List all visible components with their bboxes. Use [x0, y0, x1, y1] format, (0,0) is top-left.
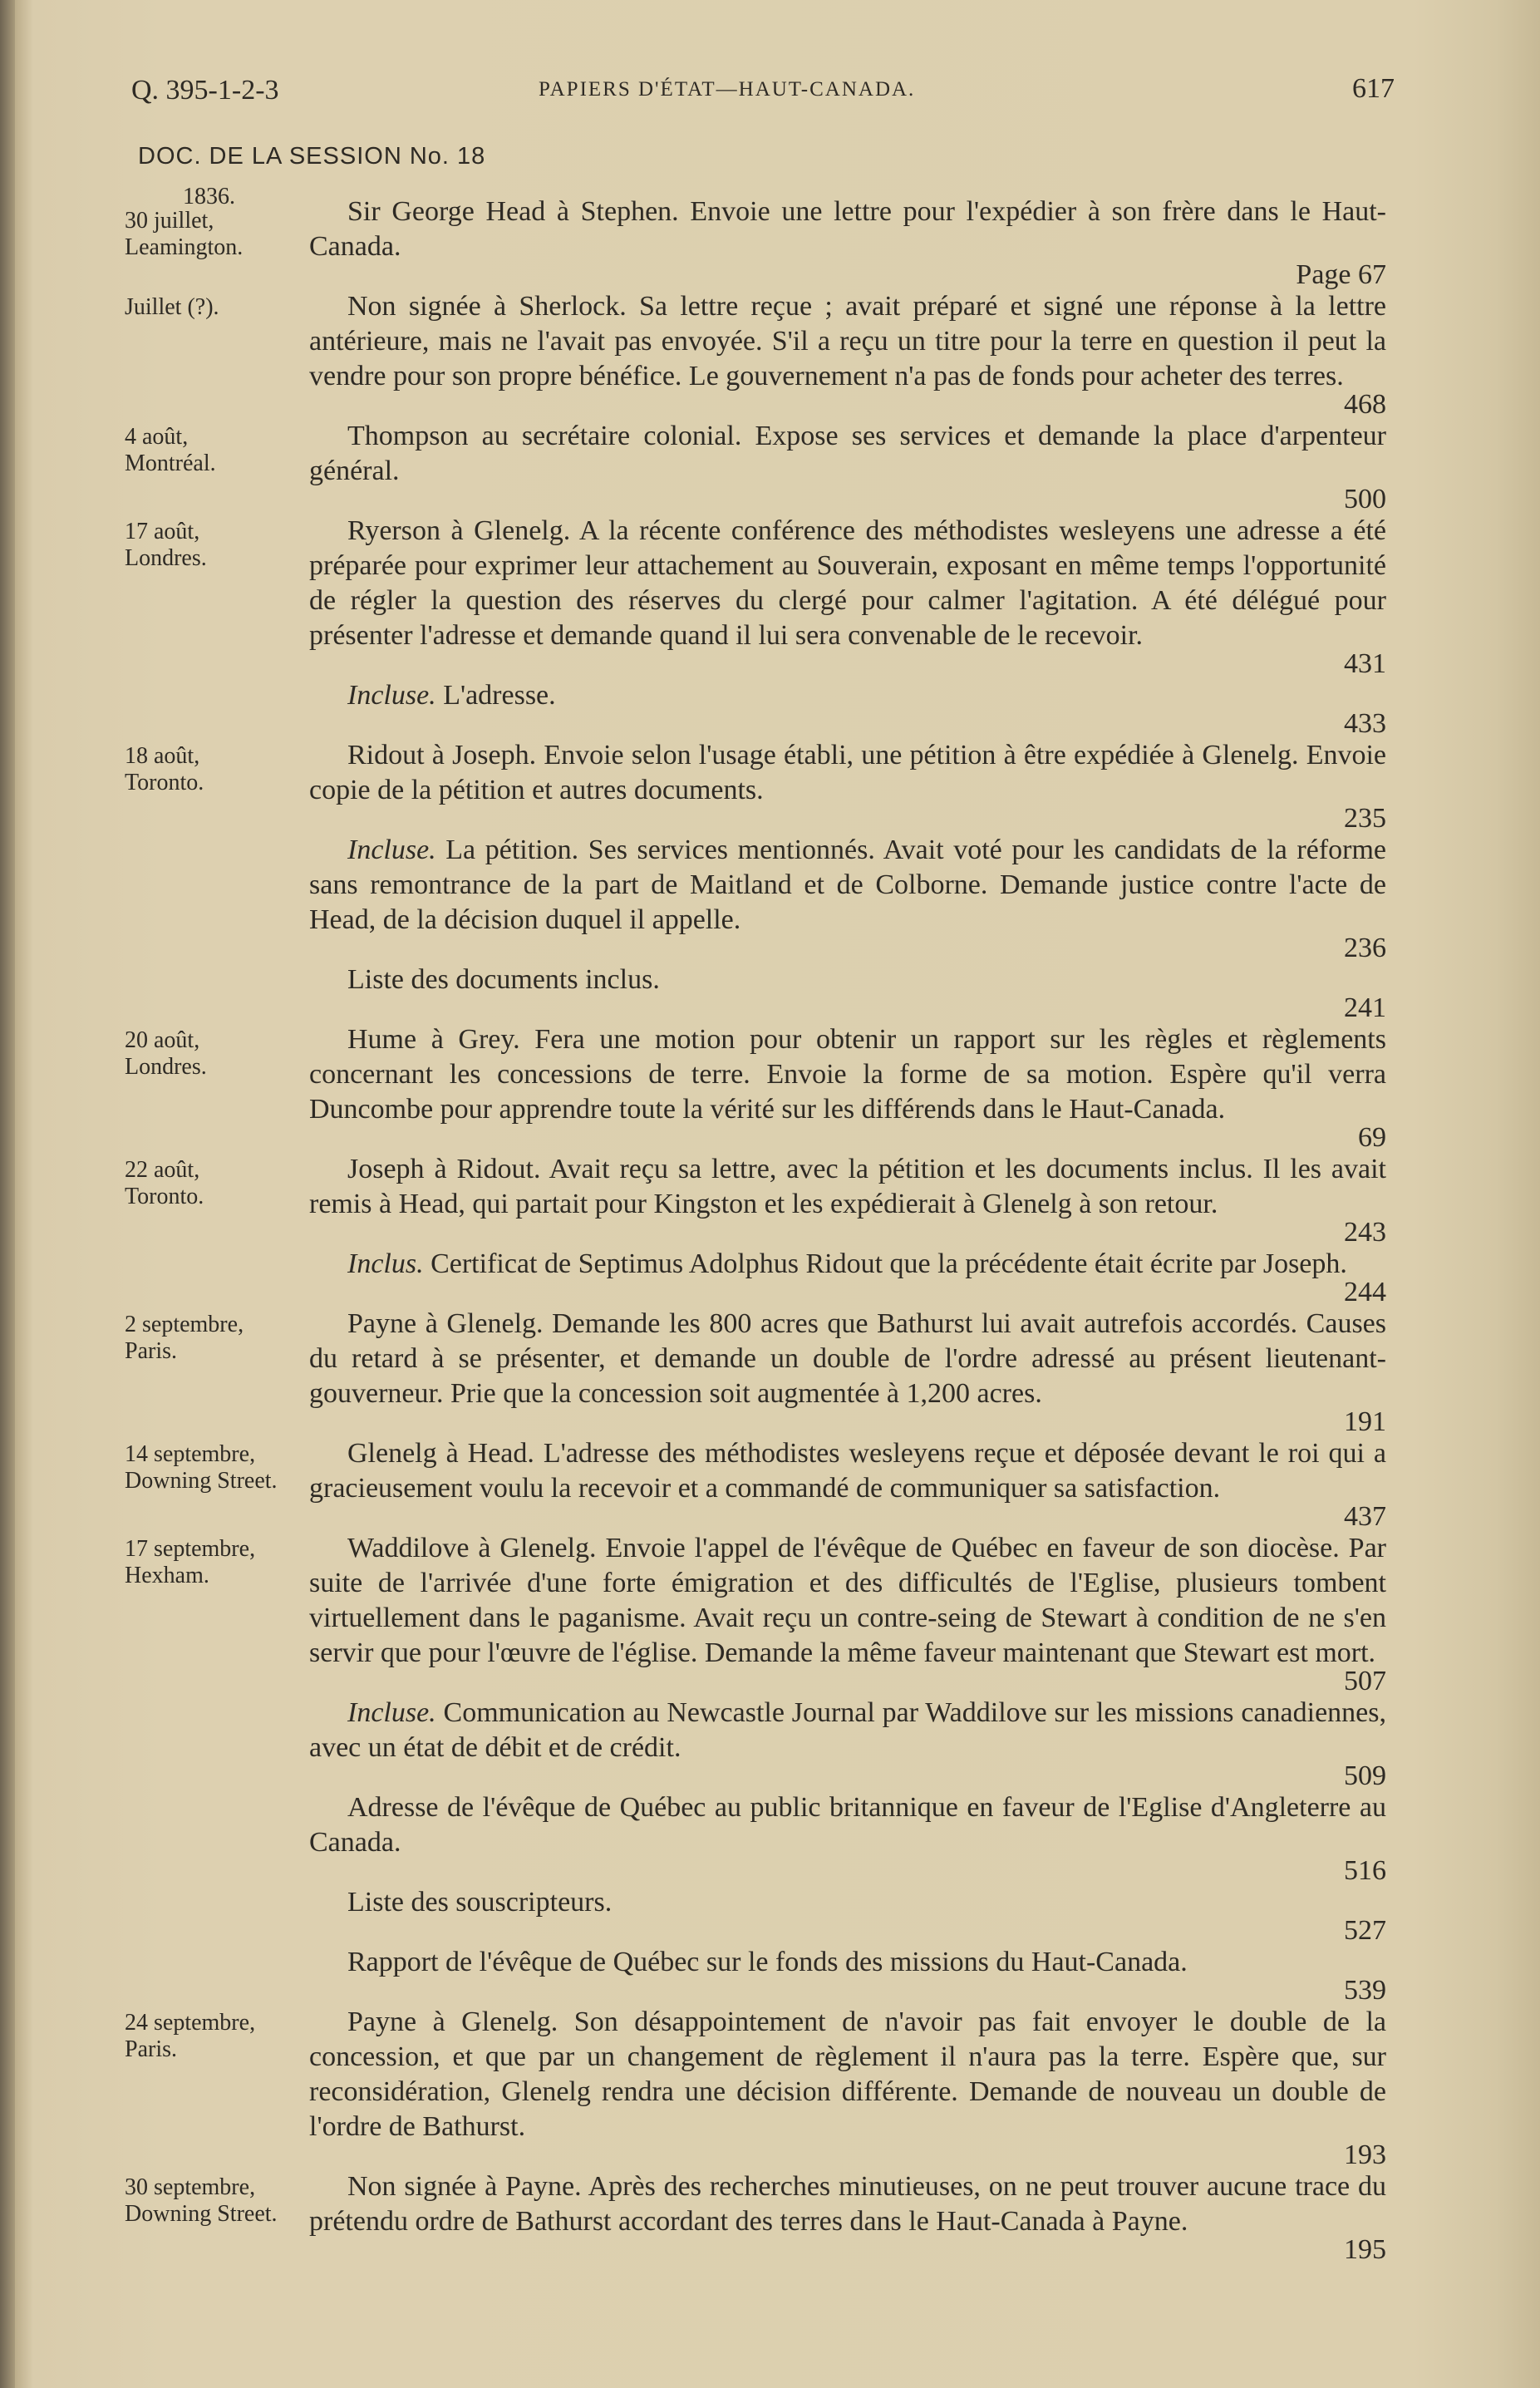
page-binding-shadow [0, 0, 15, 2388]
entry-body [309, 1307, 1386, 1436]
entry-date: 4 août, [125, 424, 189, 450]
folio-reference: 433 [1344, 708, 1386, 739]
entry-place: Downing Street. [125, 1468, 278, 1494]
calendar-entry [125, 419, 1388, 514]
entry-paragraph [309, 2169, 1386, 2264]
entry-place: Paris. [125, 1338, 177, 1364]
entry-date: 22 août, [125, 1157, 200, 1183]
entry-date: 14 septembre, [125, 1441, 256, 1467]
calendar-entry [125, 1531, 1388, 2005]
folio-reference: 241 [1344, 992, 1386, 1023]
calendar-entry [125, 738, 1388, 1022]
entry-paragraph [309, 514, 1386, 678]
calendar-entry [125, 289, 1388, 419]
folio-reference: 468 [1344, 389, 1386, 420]
entry-date-place [125, 186, 291, 261]
entry-paragraph [309, 1885, 1386, 1945]
entry-date-place [125, 1312, 291, 1365]
folio-reference: 437 [1344, 1501, 1386, 1532]
folio-reference: 235 [1344, 803, 1386, 834]
entry-paragraph [309, 963, 1386, 1022]
folio-reference: 527 [1344, 1915, 1386, 1946]
enclosure-label: Incluse. [347, 1697, 436, 1728]
folio-reference: 243 [1344, 1217, 1386, 1248]
entry-date: 30 septembre, [125, 2174, 256, 2200]
entry-text: Certificat de Septimus Adolphus Ridout que la précédente était écrite par Joseph. [431, 1248, 1347, 1279]
entry-body [309, 289, 1386, 419]
folio-reference: 516 [1344, 1855, 1386, 1886]
entry-date: 18 août, [125, 743, 200, 769]
session-label: DOC. DE LA SESSION No. 18 [138, 143, 486, 170]
calendar-entry [125, 2005, 1388, 2169]
entry-text: Payne à Glenelg. Son désappointement de n'avoir pas fait envoyer le double de la concession, et que par un changement de règlement il n'aura pas la terre. Espère que, sur reconsidération, Glenelg rendra une décision différente. Demande de nouveau un double de l'ordre de Bathurst. [309, 2006, 1386, 2142]
folio-reference: 500 [1344, 484, 1386, 515]
folio-reference: 191 [1344, 1406, 1386, 1437]
entry-paragraph [309, 1531, 1386, 1696]
entry-paragraph [309, 738, 1386, 833]
entry-paragraph [309, 678, 1386, 738]
entry-body [309, 181, 1386, 289]
entry-paragraph [309, 1247, 1386, 1307]
entry-date: Juillet (?). [125, 294, 219, 320]
entry-date-place [125, 519, 291, 572]
folio-reference: 195 [1344, 2234, 1386, 2265]
entry-text: Ridout à Joseph. Envoie selon l'usage établi, une pétition à être expédiée à Glenelg. Envoie copie de la pétition et autres documents. [309, 740, 1386, 805]
entry-body [309, 2169, 1386, 2264]
entry-place: Downing Street. [125, 2201, 278, 2227]
folio-reference: 244 [1344, 1277, 1386, 1307]
entry-paragraph [309, 194, 1386, 289]
entry-date: 2 septembre, [125, 1312, 244, 1337]
entry-paragraph [309, 1790, 1386, 1885]
entry-date-place [125, 1027, 291, 1081]
entry-paragraph [309, 1436, 1386, 1531]
entry-body [309, 419, 1386, 514]
entry-place: Hexham. [125, 1563, 209, 1588]
folio-reference: 539 [1344, 1975, 1386, 2006]
entry-date: 20 août, [125, 1027, 200, 1053]
entry-place: Londres. [125, 1054, 207, 1080]
entry-paragraph [309, 1945, 1386, 2005]
entry-text: Payne à Glenelg. Demande les 800 acres que Bathurst lui avait autrefois accordés. Causes du retard à se présenter, et demande un double de l'ordre adressé au présent lieutenant-gouverneur. Prie que la concession soit augmentée à 1,200 acres. [309, 1308, 1386, 1409]
entry-body [309, 738, 1386, 1022]
entry-date-place [125, 1536, 291, 1589]
calendar-entry [125, 1022, 1388, 1152]
entry-date-place [125, 2010, 291, 2063]
folio-reference: 236 [1344, 933, 1386, 963]
calendar-entry [125, 514, 1388, 738]
calendar-entry [125, 181, 1388, 289]
entry-text: Non signée à Sherlock. Sa lettre reçue ; avait préparé et signé une réponse à la lettre antérieure, mais ne l'avait pas envoyée. S'il a reçu un titre pour la terre en question il peut la vendre pour son propre bénéfice. Le gouvernement n'a pas de fonds pour acheter des terres. [309, 291, 1386, 391]
entry-text: Hume à Grey. Fera une motion pour obtenir un rapport sur les règles et règlements concernant les concessions de terre. Envoie la forme de sa motion. Espère qu'il verra Duncombe pour apprendre toute la vérité sur les différends dans le Haut-Canada. [309, 1024, 1386, 1125]
entry-paragraph [309, 1696, 1386, 1790]
folio-reference: 69 [1358, 1122, 1386, 1153]
entry-body [309, 2005, 1386, 2169]
calendar-entry [125, 2169, 1388, 2264]
entry-place: Leamington. [125, 234, 244, 260]
entry-paragraph [309, 1307, 1386, 1436]
entry-body [309, 1152, 1386, 1307]
calendar-entries [125, 181, 1388, 2264]
entry-text: Liste des souscripteurs. [347, 1887, 613, 1918]
running-header [131, 68, 1395, 110]
folio-reference: 431 [1344, 648, 1386, 679]
entry-text: Waddilove à Glenelg. Envoie l'appel de l'évêque de Québec en faveur de son diocèse. Par suite de l'arrivée d'une forte émigration et des difficultés de l'Eglise, plusieurs tombent virtuellement dans le paganisme. Avait reçu un contre-seing de Stewart à condition de ne s'en servir que pour l'œuvre de l'église. Demande la même faveur maintenant que Stewart est mort. [309, 1533, 1386, 1668]
folio-reference: 509 [1344, 1760, 1386, 1791]
entry-date-place [125, 1441, 291, 1494]
entry-body [309, 1022, 1386, 1152]
entry-text: Glenelg à Head. L'adresse des méthodistes wesleyens reçue et déposée devant le roi qui a gracieusement voulu la recevoir et a commandé de communiquer sa satisfaction. [309, 1438, 1386, 1504]
calendar-entry [125, 1436, 1388, 1531]
entry-paragraph [309, 419, 1386, 514]
page-number: 617 [1352, 73, 1395, 104]
entry-paragraph [309, 289, 1386, 419]
enclosure-label: Incluse. [347, 680, 436, 711]
calendar-entry [125, 1307, 1388, 1436]
entry-body [309, 1436, 1386, 1531]
entry-date: 17 septembre, [125, 1536, 256, 1562]
entry-paragraph [309, 2005, 1386, 2169]
entry-place: Paris. [125, 2036, 177, 2062]
entry-text: Ryerson à Glenelg. A la récente conférence des méthodistes wesleyens une adresse a été préparée pour exprimer leur attachement au Souverain, exposant en même temps l'opportunité de régler la question des réserves du clergé pour calmer l'agitation. A été délégué pour présenter l'adresse et demande quand il lui sera convenable de le recevoir. [309, 515, 1386, 651]
folio-reference: 193 [1344, 2139, 1386, 2170]
entry-paragraph [309, 833, 1386, 963]
entry-text: L'adresse. [443, 680, 556, 711]
entry-text: Thompson au secrétaire colonial. Expose ses services et demande la place d'arpenteur général. [309, 421, 1386, 486]
entry-paragraph [309, 1152, 1386, 1247]
entry-body [309, 514, 1386, 738]
entry-text: Communication au Newcastle Journal par Waddilove sur les missions canadiennes, avec un état de débit et de crédit. [309, 1697, 1386, 1763]
entry-place: Montréal. [125, 451, 216, 476]
entry-place: Londres. [125, 545, 207, 571]
entry-text: Non signée à Payne. Après des recherches minutieuses, on ne peut trouver aucune trace du prétendu ordre de Bathurst accordant des terres dans le Haut-Canada à Payne. [309, 2171, 1386, 2237]
entry-date-place [125, 2174, 291, 2228]
entry-body [309, 1531, 1386, 2005]
entry-date: 30 juillet, [125, 208, 214, 234]
entry-text: La pétition. Ses services mentionnés. Avait voté pour les candidats de la réforme sans remontrance de la part de Maitland et de Colborne. Demande justice contre l'acte de Head, de la décision duquel il appelle. [309, 835, 1386, 935]
entry-date-place [125, 1157, 291, 1210]
entry-text: Sir George Head à Stephen. Envoie une lettre pour l'expédier à son frère dans le Haut-Canada. [309, 196, 1386, 262]
entry-text: Joseph à Ridout. Avait reçu sa lettre, avec la pétition et les documents inclus. Il les avait remis à Head, qui partait pour Kingston et les expédierait à Glenelg à son retour. [309, 1154, 1386, 1219]
entry-text: Rapport de l'évêque de Québec sur le fonds des missions du Haut-Canada. [347, 1947, 1188, 1977]
enclosure-label: Inclus. [347, 1248, 424, 1279]
entry-date-place [125, 424, 291, 477]
entry-date-place [125, 743, 291, 796]
folio-reference: 507 [1344, 1666, 1386, 1696]
entry-paragraph [309, 1022, 1386, 1152]
entry-place: Toronto. [125, 770, 204, 795]
enclosure-label: Incluse. [347, 835, 436, 865]
entry-year: 1836. [183, 184, 235, 209]
entry-date: 17 août, [125, 519, 200, 544]
entry-date: 24 septembre, [125, 2010, 256, 2036]
entry-text: Adresse de l'évêque de Québec au public britannique en faveur de l'Eglise d'Angleterre au Canada. [309, 1792, 1386, 1858]
running-title: PAPIERS D'ÉTAT—HAUT-CANADA. [539, 78, 916, 101]
entry-text: Liste des documents inclus. [347, 964, 660, 995]
entry-place: Toronto. [125, 1184, 204, 1209]
folio-reference: Page 67 [1296, 259, 1386, 290]
entry-date-place [125, 294, 291, 321]
reference-code: Q. 395-1-2-3 [131, 75, 279, 106]
calendar-entry [125, 1152, 1388, 1307]
